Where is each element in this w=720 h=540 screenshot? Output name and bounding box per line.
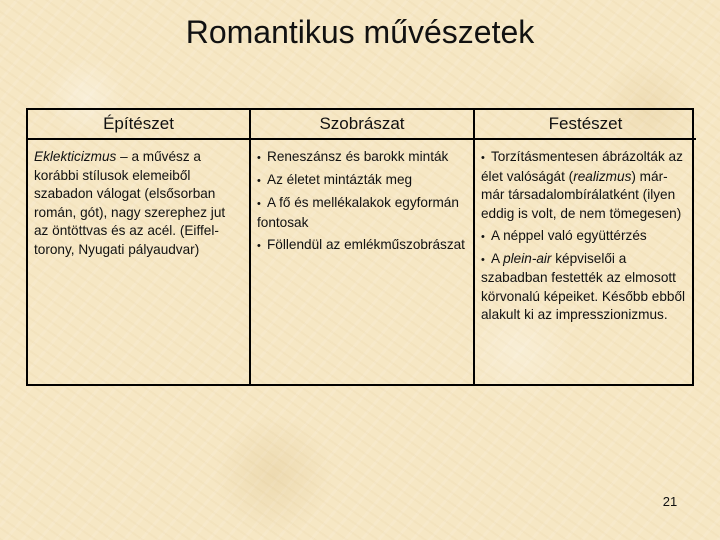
architecture-cell bbox=[28, 139, 250, 384]
bullet-icon: • bbox=[481, 230, 485, 243]
sculpture-bullet-2: Az életet mintázták meg bbox=[267, 172, 413, 187]
realism-term: realizmus bbox=[573, 168, 632, 184]
list-item bbox=[257, 236, 467, 256]
bullet-icon: • bbox=[257, 239, 261, 252]
painting-bullet-3a: A bbox=[491, 250, 504, 266]
bullet-icon: • bbox=[257, 198, 261, 210]
sculpture-bullet-1: Reneszánsz és barokk minták bbox=[267, 149, 449, 164]
plein-air-term: plein-air bbox=[503, 250, 552, 266]
list-item bbox=[257, 194, 467, 232]
art-table bbox=[26, 108, 694, 386]
sculpture-bullet-4: Föllendül az emlékműszobrászat bbox=[267, 236, 465, 252]
table-row bbox=[28, 139, 696, 384]
table-header-row bbox=[28, 110, 696, 139]
painting-bullet-2: A néppel való együttérzés bbox=[491, 227, 647, 243]
painting-bullet-1a: Torzításmentesen ábrázolták az élet valóságát ( bbox=[481, 149, 683, 184]
header-sculpture: Szobrászat bbox=[250, 110, 474, 139]
list-item bbox=[257, 148, 467, 168]
list-item bbox=[481, 250, 690, 325]
sculpture-cell bbox=[250, 139, 474, 384]
header-architecture: Építészet bbox=[28, 110, 250, 139]
bullet-icon: • bbox=[481, 152, 485, 164]
list-item bbox=[481, 227, 690, 247]
list-item bbox=[257, 171, 467, 191]
list-item bbox=[481, 148, 690, 223]
architecture-description: – a művész a korábbi stílusok elemeiből szabadon válogat (elsősorban román, gót), nagy szerephez jut az öntöttvas és az acél. (Eiffel-torony, Nyugati pályaudvar) bbox=[34, 149, 226, 257]
bullet-icon: • bbox=[481, 253, 485, 266]
painting-bullet-1b: ) már-már társadalombírálatként (ilyen eddig is volt, de nem tömegesen) bbox=[481, 168, 682, 221]
bullet-icon: • bbox=[257, 175, 261, 187]
slide-title: Romantikus művészetek bbox=[185, 14, 535, 50]
painting-bullet-3b: képviselői a szabadban festették az elmosott körvonalú képeiket. Később ebből alakult ki az impresszionizmus. bbox=[481, 250, 686, 322]
eclecticism-term: Eklekticizmus bbox=[34, 149, 117, 164]
header-painting: Festészet bbox=[474, 110, 696, 139]
sculpture-bullet-3: A fő és mellékalakok egyformán fontosak bbox=[257, 195, 459, 230]
page-number: 21 bbox=[662, 494, 678, 509]
bullet-icon: • bbox=[257, 152, 261, 164]
architecture-text bbox=[34, 148, 243, 259]
painting-cell bbox=[474, 139, 696, 384]
